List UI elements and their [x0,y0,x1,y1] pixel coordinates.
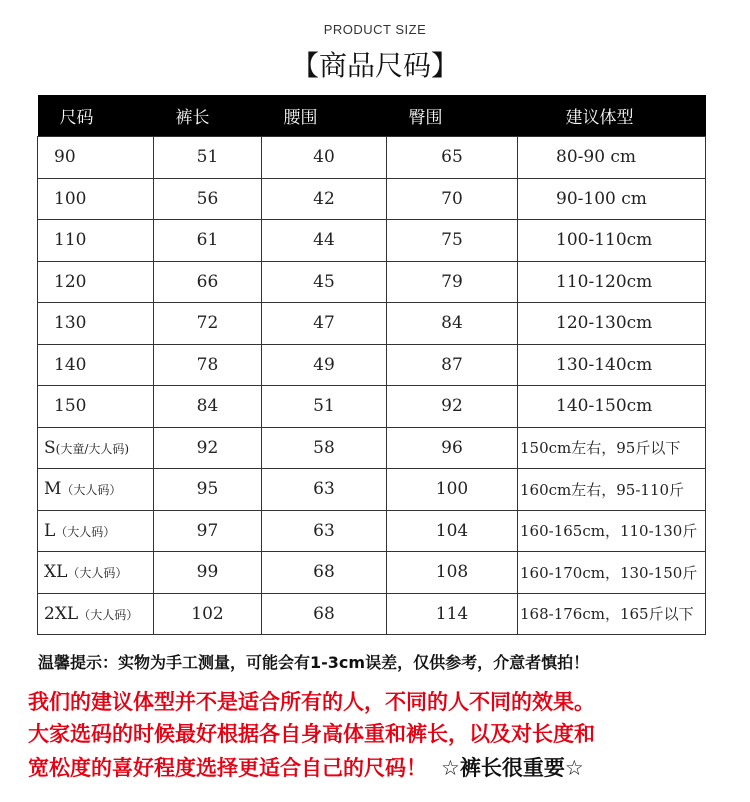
size-label: 130 [54,313,87,334]
size-cell [38,137,154,179]
suggestion-note-text: 宽松度的喜好程度选择更适合自己的尺码！ [28,756,427,780]
length-cell: 66 [154,261,262,303]
hip-cell: 114 [387,593,518,635]
suggested-body-cell: 140-150cm [518,386,706,428]
size-label: 140 [54,354,87,375]
waist-cell: 47 [262,303,387,345]
suggestion-note-line-1: 我们的建议体型并不是适合所有的人，不同的人不同的效果。 [28,690,595,714]
table-row [38,137,706,179]
table-row [38,510,706,552]
table-row [38,220,706,262]
length-cell: 99 [154,552,262,594]
suggested-body-cell: 160cm左右，95-110斤 [518,469,706,511]
size-note: （大人码） [61,483,122,498]
suggestion-note-line-3 [28,752,584,782]
table-row [38,469,706,511]
waist-cell: 49 [262,344,387,386]
suggested-body-cell: 80-90 cm [518,137,706,179]
length-cell: 84 [154,386,262,428]
hip-cell: 108 [387,552,518,594]
hip-cell: 104 [387,510,518,552]
suggested-body-cell: 160-170cm，130-150斤 [518,552,706,594]
hip-cell: 84 [387,303,518,345]
size-cell [38,303,154,345]
column-header: 尺码 [38,95,154,137]
size-label: 2XL [44,603,79,624]
waist-cell: 45 [262,261,387,303]
suggested-body-cell: 160-165cm，110-130斤 [518,510,706,552]
size-cell [38,220,154,262]
table-row [38,427,706,469]
waist-cell: 51 [262,386,387,428]
size-label: 90 [54,147,76,168]
size-cell [38,469,154,511]
waist-cell: 42 [262,178,387,220]
length-cell: 61 [154,220,262,262]
length-cell: 92 [154,427,262,469]
length-cell: 51 [154,137,262,179]
suggestion-note-line-2: 大家选码的时候最好根据各自身高体重和裤长，以及对长度和 [28,722,595,746]
column-header: 建议体型 [518,95,706,137]
size-note: (大童/大人码) [55,441,130,456]
size-cell [38,552,154,594]
hip-cell: 87 [387,344,518,386]
page-title: 【商品尺码】 [290,49,459,82]
size-cell [38,344,154,386]
hip-cell: 79 [387,261,518,303]
size-cell [38,386,154,428]
hip-cell: 100 [387,469,518,511]
table-header-row [38,95,706,137]
size-cell [38,593,154,635]
length-cell: 95 [154,469,262,511]
hip-cell: 96 [387,427,518,469]
suggested-body-cell: 120-130cm [518,303,706,345]
hip-cell: 92 [387,386,518,428]
length-cell: 56 [154,178,262,220]
column-header: 臀围 [387,95,518,137]
size-cell [38,261,154,303]
size-cell [38,510,154,552]
size-label: 110 [54,230,87,251]
suggested-body-cell: 90-100 cm [518,178,706,220]
suggested-body-cell: 150cm左右，95斤以下 [518,427,706,469]
size-note: （大人码） [67,566,128,581]
size-note: （大人码） [78,607,139,622]
length-cell: 102 [154,593,262,635]
size-cell [38,178,154,220]
size-label: 100 [54,188,87,209]
table-row [38,386,706,428]
size-label: XL [44,562,68,583]
table-row [38,593,706,635]
length-important-note: ☆裤长很重要☆ [441,756,584,780]
table-row [38,344,706,386]
column-header: 裤长 [154,95,262,137]
size-table-body [38,137,706,635]
waist-cell: 68 [262,593,387,635]
product-size-subtitle: PRODUCT SIZE [323,22,427,37]
size-label: S [44,437,56,458]
suggested-body-cell: 110-120cm [518,261,706,303]
waist-cell: 44 [262,220,387,262]
hip-cell: 70 [387,178,518,220]
table-row [38,261,706,303]
table-row [38,303,706,345]
column-header: 腰围 [262,95,387,137]
suggested-body-cell: 168-176cm，165斤以下 [518,593,706,635]
size-label: L [44,520,56,541]
length-cell: 78 [154,344,262,386]
waist-cell: 63 [262,510,387,552]
waist-cell: 40 [262,137,387,179]
suggested-body-cell: 100-110cm [518,220,706,262]
hip-cell: 65 [387,137,518,179]
size-label: 120 [54,271,87,292]
waist-cell: 68 [262,552,387,594]
hip-cell: 75 [387,220,518,262]
size-chart-table [37,95,706,635]
warm-tip: 温馨提示：实物为手工测量，可能会有1-3cm误差，仅供参考，介意者慎拍！ [38,653,590,672]
suggested-body-cell: 130-140cm [518,344,706,386]
size-note: （大人码） [55,524,116,539]
size-label: M [44,479,62,500]
size-label: 150 [54,396,87,417]
waist-cell: 63 [262,469,387,511]
size-cell [38,427,154,469]
table-row [38,178,706,220]
length-cell: 97 [154,510,262,552]
table-row [38,552,706,594]
waist-cell: 58 [262,427,387,469]
length-cell: 72 [154,303,262,345]
